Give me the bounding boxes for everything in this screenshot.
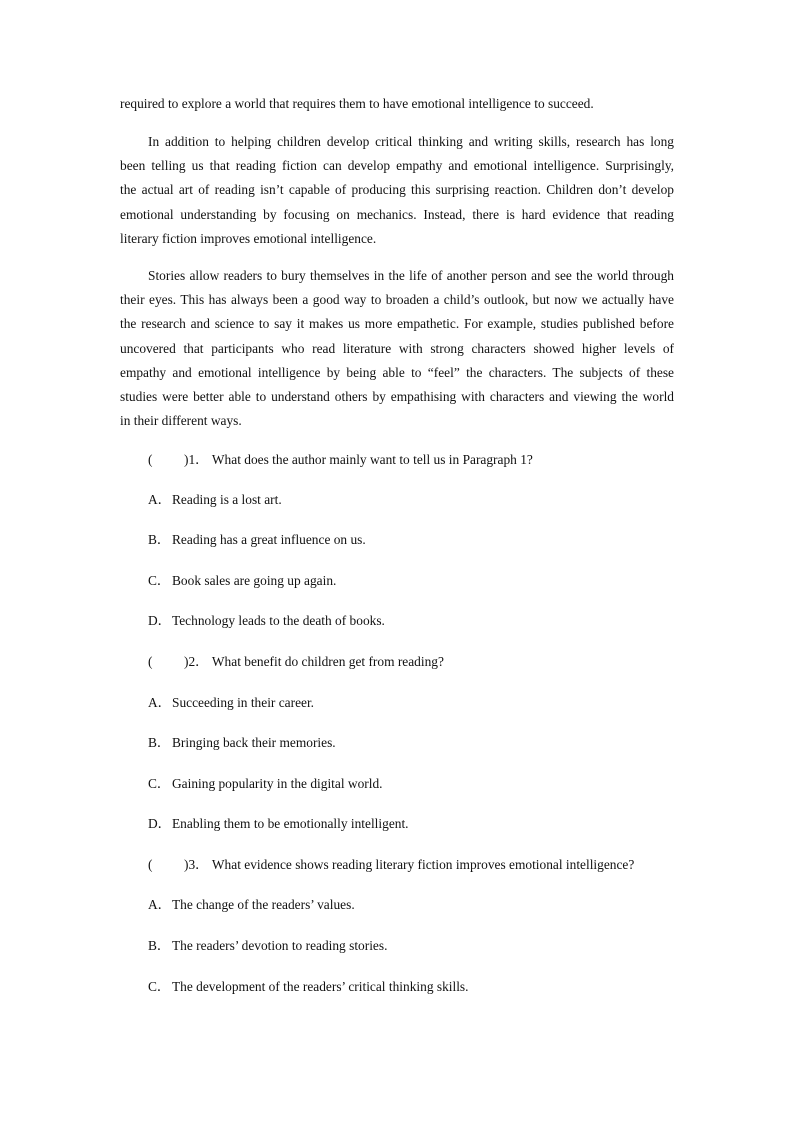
question-text: What does the author mainly want to tell us in Paragraph 1? bbox=[211, 452, 533, 467]
question-number: 1． bbox=[188, 452, 209, 467]
question-text: What benefit do children get from reading? bbox=[211, 654, 444, 669]
question-number: 3． bbox=[188, 857, 209, 872]
question-text: What evidence shows reading literary fiction improves emotional intelligence? bbox=[211, 857, 635, 872]
option-3b: B． The readers’ devotion to reading stories. bbox=[148, 938, 388, 953]
paragraph-line: in their different ways. bbox=[120, 413, 242, 429]
answer-blank[interactable]: ( bbox=[148, 857, 153, 872]
paragraph-line: required to explore a world that requires them to have emotional intelligence to succeed. bbox=[120, 96, 594, 111]
option-2d: D．Enabling them to be emotionally intelligent. bbox=[148, 816, 409, 831]
question-3: ( )3． What evidence shows reading literary fiction improves emotional intelligence? bbox=[148, 855, 634, 875]
option-2c: C． Gaining popularity in the digital world. bbox=[148, 776, 383, 791]
option-1d: D．Technology leads to the death of books. bbox=[148, 613, 385, 628]
paragraph-line: empathy and emotional intelligence by being able to “feel” the characters. The subjects of these bbox=[120, 364, 674, 380]
option-1c: C． Book sales are going up again. bbox=[148, 573, 337, 588]
answer-blank[interactable]: ( bbox=[148, 452, 153, 467]
option-3a: A．The change of the readers’ values. bbox=[148, 897, 355, 912]
paragraph-line: Stories allow readers to bury themselves in the life of another person and see the world through bbox=[148, 268, 674, 283]
question-number: 2． bbox=[188, 654, 209, 669]
question-1: ( )1． What does the author mainly want to tell us in Paragraph 1? bbox=[148, 450, 533, 470]
option-2b: B． Bringing back their memories. bbox=[148, 735, 336, 750]
option-1a: A．Reading is a lost art. bbox=[148, 492, 282, 507]
paragraph-line: the research and science to say it makes us more empathetic. For example, studies published before bbox=[120, 316, 674, 332]
paragraph-line: been telling us that reading fiction can develop empathy and emotional intelligence. Surprisingly, bbox=[120, 158, 674, 174]
paragraph-line: uncovered that participants who read literature with strong characters showed higher levels of bbox=[120, 340, 674, 356]
answer-blank[interactable]: ( bbox=[148, 654, 153, 669]
paragraph-line: In addition to helping children develop critical thinking and writing skills, research has long bbox=[148, 134, 674, 149]
paragraph-1 bbox=[120, 130, 674, 251]
paragraph-line: literary fiction improves emotional intelligence. bbox=[120, 230, 377, 246]
paragraph-line: emotional understanding by focusing on mechanics. Instead, there is hard evidence that reading bbox=[120, 206, 674, 222]
question-2: ( )2． What benefit do children get from reading? bbox=[148, 652, 444, 672]
paragraph-line: studies were better able to understand others by empathising with characters and viewing the world bbox=[120, 389, 674, 405]
paragraph-2 bbox=[120, 264, 674, 433]
option-1b: B． Reading has a great influence on us. bbox=[148, 532, 366, 547]
paragraph-line: the actual art of reading isn’t capable of producing this surprising reaction. Children don’t develop bbox=[120, 182, 674, 198]
paragraph-line: their eyes. This has always been a good way to broaden a child’s outlook, but now we actually have bbox=[120, 292, 674, 308]
paragraph-continuation bbox=[120, 92, 674, 116]
option-3c: C． The development of the readers’ critical thinking skills. bbox=[148, 979, 469, 994]
option-2a: A．Succeeding in their career. bbox=[148, 695, 315, 710]
